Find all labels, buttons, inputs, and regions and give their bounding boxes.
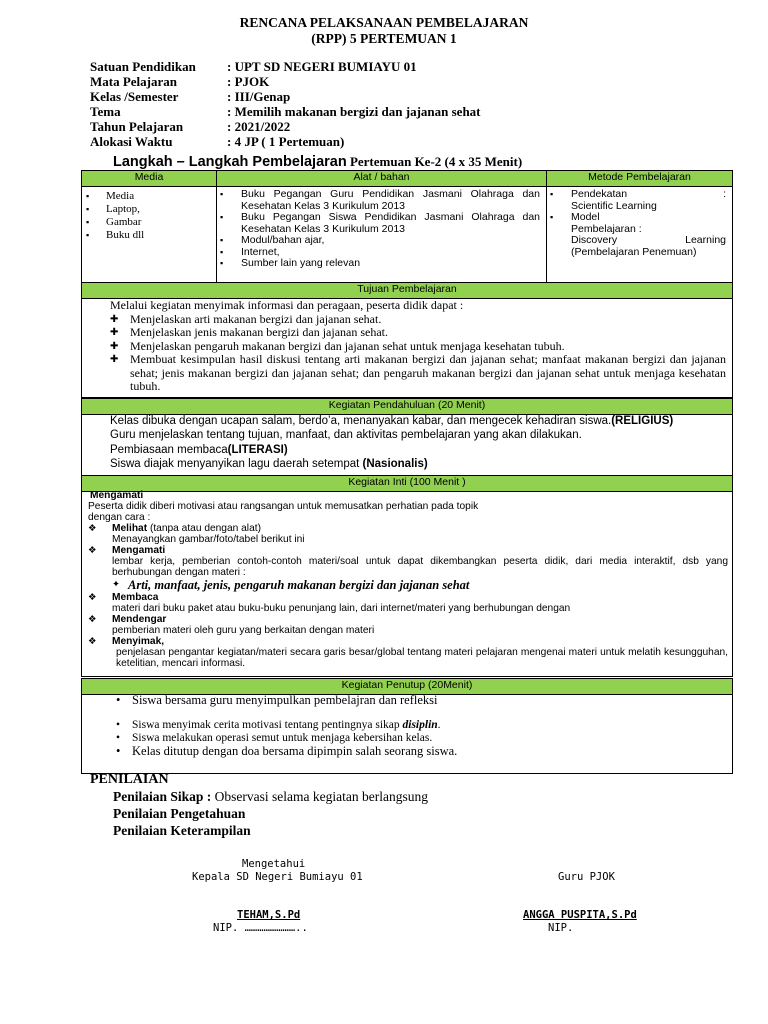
list-item: ▪ Model Pembelajaran : Discovery Learning (Pembelajaran Penemuan)	[550, 211, 726, 258]
col-divider	[216, 170, 217, 283]
list-item: ✚ Membuat kesimpulan hasil diskusi tentang arti makanan bergizi dan jajanan sehat; manfaat makanan bergizi dan jajanan sehat; jenis makanan bergizi dan jajanan sehat; dan pengaruh makanan bergizi dan jajanan sehat untuk menjaga kesehatan tubuh.	[110, 353, 726, 394]
mengetahui-label: Mengetahui	[242, 858, 306, 870]
list-item: ▪ Buku dll	[86, 229, 212, 242]
tujuan-content	[110, 299, 726, 394]
list-item: ▪ Buku Pegangan Siswa Pendidikan Jasmani Olahraga dan Kesehatan Kelas 3 Kurikulum 2013	[220, 212, 540, 235]
diamond-outline-icon: ❖	[88, 636, 97, 647]
star-icon: ✦	[112, 579, 120, 590]
penilaian-keterampilan: Penilaian Keterampilan	[113, 823, 251, 838]
info-row: Mata Pelajaran : PJOK	[90, 74, 270, 89]
list-item: • Kelas ditutup dengan doa bersama dipimpin salah seorang siswa.	[116, 745, 726, 758]
list-item: • Siswa melakukan operasi semut untuk menjaga kebersihan kelas.	[116, 732, 726, 745]
mengamati-item: ❖ Mengamati	[88, 545, 166, 556]
diamond-outline-icon: ❖	[88, 592, 97, 603]
col-header-media: Media	[134, 171, 164, 183]
info-row: Kelas /Semester : III/Genap	[90, 89, 291, 104]
list-item: ✚ Menjelaskan jenis makanan bergizi dan jajanan sehat.	[110, 326, 726, 340]
list-item: ▪ Buku Pegangan Guru Pendidikan Jasmani Olahraga dan Kesehatan Kelas 3 Kurikulum 2013	[220, 189, 540, 212]
info-row: Tahun Pelajaran : 2021/2022	[90, 119, 291, 134]
pendahuluan-content	[110, 414, 730, 471]
mengamati-title: Mengamati	[90, 490, 144, 501]
list-item: • Siswa menyimak cerita motivasi tentang pentingnya sikap disiplin.	[116, 719, 726, 732]
penutup-content	[116, 694, 726, 758]
list-item: ▪ Pendekatan : Scientific Learning	[550, 188, 726, 212]
signer-name-right: ANGGA PUSPITA,S.Pd	[523, 909, 637, 921]
tujuan-heading: Tujuan Pembelajaran	[357, 283, 457, 295]
list-item: ✚ Menjelaskan pengaruh makanan bergizi dan jajanan sehat untuk menjaga kesehatan tubuh.	[110, 340, 726, 354]
document-subtitle: (RPP) 5 PERTEMUAN 1	[311, 31, 457, 46]
info-row: Tema : Memilih makanan bergizi dan jajanan sehat	[90, 104, 481, 119]
signer-name-left: TEHAM,S.Pd	[237, 909, 301, 921]
alat-list	[220, 189, 540, 270]
melihat-item: ❖ Melihat (tanpa atau dengan alat)	[88, 523, 261, 534]
col-header-metode: Metode Pembelajaran	[588, 171, 691, 183]
identity-info	[90, 59, 481, 149]
list-item: ✚ Menjelaskan arti makanan bergizi dan jajanan sehat.	[110, 313, 726, 327]
penilaian-title: PENILAIAN	[90, 772, 169, 787]
penilaian-sikap: Penilaian Sikap : Observasi selama kegiatan berlangsung	[113, 789, 428, 804]
col-header-alat: Alat / bahan	[353, 171, 410, 183]
pendahuluan-header-bar	[81, 398, 733, 415]
pendahuluan-line: Pembiasaan membaca(LITERASI)	[110, 443, 288, 456]
inti-intro: dengan cara :	[88, 512, 151, 523]
nip-right: NIP.	[548, 922, 574, 934]
diamond-outline-icon: ❖	[88, 523, 97, 534]
list-item: ▪ Gambar	[86, 216, 212, 229]
membaca-item: ❖ Membaca	[88, 592, 159, 603]
list-item: ▪ Internet,	[220, 247, 540, 259]
list-item: ▪ Media	[86, 190, 212, 203]
pendahuluan-line: Guru menjelaskan tentang tujuan, manfaat, dan aktivitas pembelajaran yang akan dilakukan.	[110, 429, 582, 442]
col-divider	[546, 170, 547, 283]
diamond-filled-icon: ❖	[88, 614, 97, 625]
pendahuluan-heading: Kegiatan Pendahuluan (20 Menit)	[328, 399, 486, 411]
list-item: • Siswa bersama guru menyimpulkan pembelajran dan refleksi	[116, 694, 726, 707]
list-item: ▪ Sumber lain yang relevan	[220, 258, 540, 270]
pendahuluan-line: Kelas dibuka dengan ucapan salam, berdo’a, menanyakan kabar, dan mengecek kehadiran siswa.(RELIGIUS)	[110, 415, 674, 427]
penutup-heading: Kegiatan Penutup (20Menit)	[341, 679, 473, 691]
nip-left: NIP. ……………………..	[213, 922, 308, 934]
list-item: ▪ Laptop,	[86, 203, 212, 216]
document-title: RENCANA PELAKSANAAN PEMBELAJARAN	[239, 15, 529, 30]
metode-list	[550, 189, 726, 258]
list-item: ▪ Modul/bahan ajar,	[220, 235, 540, 247]
info-row: Satuan Pendidikan : UPT SD NEGERI BUMIAYU 01	[90, 59, 417, 74]
steps-heading: Langkah – Langkah Pembelajaran Pertemuan Ke-2 (4 x 35 Menit)	[113, 154, 523, 170]
diamond-filled-icon: ❖	[88, 545, 97, 556]
media-list	[86, 190, 212, 242]
inti-content: Mengamati Peserta didik diberi motivasi atau rangsangan untuk memusatkan perhatian pada topik dengan cara : ❖ Melihat (tanpa atau dengan alat) Menayangkan gambar/foto/tabel berikut ini ❖ Mengamati lembar kerja, pemberian contoh-contoh materi/soal untuk dapat dikembangkan peserta didik, dari media interaktif, dsb yang berhubungan dengan materi : ✦ Arti, manfaat, jenis, pengaruh makanan bergizi dan jajanan sehat ❖ Membaca materi dari buku paket atau buku-buku penunjang lain, dari internet/materi yang berhubungan dengan ❖ Mendengar pemberian materi oleh guru yang berkaitan dengan materi ❖ Menyimak, penjelasan pengantar kegiatan/materi secara garis besar/global tentang materi pelajaran mengenai materi untuk melatih kesungguhan, ketelitian, mencari informasi.	[88, 490, 728, 669]
info-row: Alokasi Waktu : 4 JP ( 1 Pertemuan)	[90, 134, 345, 149]
topic-item: ✦ Arti, manfaat, jenis, pengaruh makanan bergizi dan jajanan sehat	[112, 578, 470, 592]
penilaian-pengetahuan: Penilaian Pengetahuan	[113, 806, 246, 821]
menyimak-item: ❖ Menyimak,	[88, 636, 165, 647]
pendahuluan-line: Siswa diajak menyanyikan lagu daerah setempat (Nasionalis)	[110, 457, 428, 470]
tujuan-header-bar	[81, 282, 733, 299]
tujuan-intro: Melalui kegiatan menyimak informasi dan peragaan, peserta didik dapat :	[110, 298, 464, 312]
guru-label: Guru PJOK	[558, 871, 615, 883]
mendengar-item: ❖ Mendengar	[88, 614, 167, 625]
inti-intro: Peserta didik diberi motivasi atau rangsangan untuk memusatkan perhatian pada topik	[88, 501, 479, 512]
kepala-label: Kepala SD Negeri Bumiayu 01	[192, 871, 363, 883]
inti-heading: Kegiatan Inti (100 Menit )	[348, 476, 466, 488]
